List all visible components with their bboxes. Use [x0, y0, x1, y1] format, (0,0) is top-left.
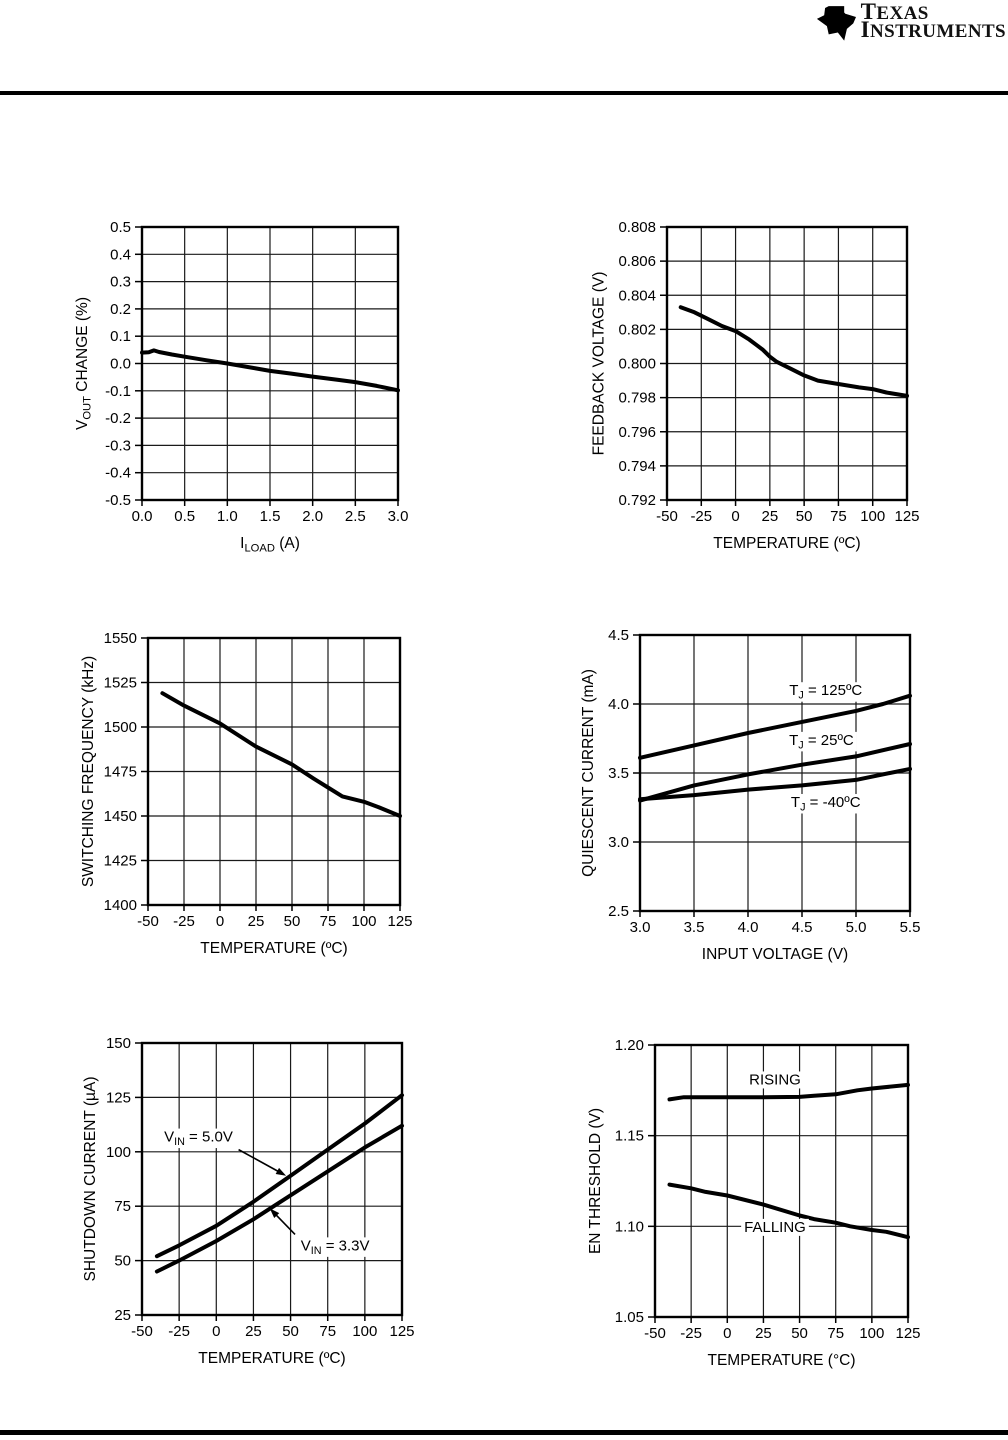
- y-tick-label: 100: [105, 1143, 131, 1161]
- y-tick-label: 1.20: [614, 1037, 644, 1054]
- plot-border: [142, 1043, 402, 1315]
- y-tick-label: 1500: [103, 719, 137, 736]
- y-tick-label: 0.5: [110, 219, 131, 236]
- annotation-label: $T_J$ = -40ºC: [790, 793, 861, 814]
- chart-switching-frequency-vs-temperature: [70, 622, 426, 975]
- x-tick-label: 125: [894, 508, 920, 525]
- x-tick-label: 0.5: [174, 508, 196, 525]
- y-tick-label: 25: [114, 1307, 131, 1324]
- y-tick-label: 1.10: [614, 1218, 644, 1236]
- x-tick-label: 100: [351, 913, 377, 930]
- x-tick-label: 25: [245, 1323, 262, 1340]
- x-tick-label: 0: [731, 508, 740, 525]
- y-tick-label: 0.798: [618, 389, 656, 407]
- x-tick-label: 1.5: [259, 508, 281, 525]
- x-tick-label: 75: [319, 913, 337, 930]
- y-tick-label: 50: [114, 1252, 131, 1270]
- y-tick-label: -0.2: [105, 410, 131, 428]
- annotation-label: RISING: [749, 1071, 801, 1089]
- chart-vout-change-vs-iload: [64, 211, 424, 570]
- x-tick-label: 2.5: [344, 508, 366, 525]
- chart-quiescent-current-vs-input-voltage: [562, 619, 936, 981]
- x-tick-label: 0: [723, 1325, 732, 1342]
- series-line-tj-25c: [640, 744, 910, 801]
- x-axis-title: INPUT VOLTAGE (V): [701, 946, 849, 963]
- y-axis-title: SHUTDOWN CURRENT (µA): [82, 1076, 100, 1282]
- annotation-arrow-line: [239, 1150, 280, 1173]
- ti-logo-mark-icon: [816, 4, 856, 41]
- x-tick-label: 100: [860, 508, 886, 525]
- y-tick-label: 1425: [103, 852, 137, 870]
- ti-logo: [816, 0, 1006, 42]
- y-tick-label: 0.2: [110, 300, 131, 318]
- brand-line-texas: TEXAS: [860, 0, 929, 24]
- x-tick-label: 50: [795, 508, 813, 525]
- y-tick-label: 0.794: [618, 457, 656, 475]
- x-tick-label: 50: [283, 913, 301, 930]
- annotation-label: $V_{IN} = 3.3V$: [300, 1237, 370, 1257]
- x-tick-label: 4.5: [791, 919, 813, 936]
- y-tick-label: 1.15: [614, 1127, 644, 1145]
- x-tick-label: -25: [680, 1325, 702, 1342]
- y-tick-label: 3.5: [608, 765, 629, 782]
- y-tick-label: 0.792: [618, 492, 656, 509]
- x-tick-label: -50: [137, 913, 159, 930]
- y-tick-label: 4.5: [608, 627, 629, 644]
- x-axis-title: TEMPERATURE (ºC): [198, 1350, 346, 1367]
- series-line-tj-125c: [640, 696, 910, 758]
- y-axis-title: FEEDBACK VOLTAGE (V): [590, 271, 608, 456]
- y-tick-label: 0.804: [618, 287, 656, 305]
- top-rule: [0, 91, 1008, 95]
- x-tick-label: 0: [215, 913, 225, 930]
- y-tick-label: 0.800: [618, 355, 656, 373]
- x-axis-title: $I_{LOAD}$ (A): [240, 535, 300, 555]
- x-tick-label: 125: [387, 913, 413, 930]
- y-tick-label: 1400: [103, 897, 137, 914]
- y-tick-label: 1475: [103, 763, 137, 781]
- y-tick-label: 150: [105, 1035, 131, 1052]
- y-tick-label: 0.3: [110, 273, 131, 291]
- x-tick-label: 25: [755, 1325, 772, 1342]
- x-tick-label: 75: [830, 508, 847, 525]
- y-tick-label: 1550: [103, 630, 137, 647]
- y-tick-label: -0.4: [105, 464, 131, 482]
- x-tick-label: 3.0: [387, 508, 409, 525]
- x-tick-label: 0: [212, 1323, 221, 1340]
- bottom-rule: [0, 1430, 1008, 1435]
- y-tick-label: 1.05: [614, 1309, 644, 1326]
- y-tick-label: -0.3: [105, 437, 131, 455]
- x-axis-title: TEMPERATURE (ºC): [200, 940, 348, 957]
- y-tick-label: 0.796: [618, 423, 656, 441]
- y-tick-label: 0.1: [110, 328, 131, 346]
- x-tick-label: 0.0: [131, 508, 153, 525]
- annotation-arrowhead: [276, 1168, 286, 1176]
- y-tick-label: -0.1: [105, 382, 131, 400]
- x-tick-label: 4.0: [737, 919, 759, 936]
- y-tick-label: 2.5: [608, 903, 629, 920]
- y-tick-label: -0.5: [105, 492, 131, 509]
- x-tick-label: -25: [690, 508, 713, 525]
- x-tick-label: 100: [352, 1323, 378, 1340]
- x-tick-label: 5.5: [899, 919, 921, 936]
- y-axis-title: $V_{OUT}$ CHANGE (%): [73, 296, 94, 431]
- y-axis-title: QUIESCENT CURRENT (mA): [580, 669, 598, 877]
- annotation-arrow-line: [275, 1213, 295, 1234]
- x-tick-label: 125: [389, 1323, 415, 1340]
- ti-logo-text: [860, 0, 1006, 42]
- y-tick-label: 0.4: [110, 246, 131, 264]
- x-axis-title: TEMPERATURE (ºC): [713, 535, 861, 552]
- annotation-label: $T_J$ = 25ºC: [789, 731, 854, 752]
- y-tick-label: 125: [105, 1089, 131, 1107]
- annotation-label: $T_J$ = 125ºC: [789, 682, 863, 702]
- y-tick-label: 0.802: [618, 321, 656, 339]
- y-axis-title: SWITCHING FREQUENCY (kHz): [79, 655, 97, 888]
- brand-line-instruments: INSTRUMENTS: [860, 17, 1006, 42]
- x-tick-label: 25: [247, 913, 265, 930]
- x-tick-label: 50: [791, 1325, 808, 1342]
- x-tick-label: 75: [827, 1325, 845, 1342]
- x-tick-label: -50: [656, 508, 678, 525]
- x-axis-title: TEMPERATURE (°C): [707, 1352, 856, 1369]
- x-tick-label: 125: [895, 1325, 921, 1342]
- x-tick-label: 3.0: [629, 919, 651, 936]
- x-tick-label: -50: [644, 1325, 666, 1342]
- y-tick-label: 75: [114, 1198, 131, 1216]
- y-tick-label: 3.0: [608, 834, 629, 851]
- y-tick-label: 1525: [103, 674, 137, 692]
- x-tick-label: 50: [282, 1323, 299, 1340]
- y-tick-label: 0.0: [110, 355, 131, 373]
- chart-shutdown-current-vs-temperature: [64, 1027, 428, 1385]
- annotation-label: FALLING: [744, 1218, 806, 1236]
- x-tick-label: 2.0: [302, 508, 324, 525]
- svg-text:ti: ti: [827, 9, 846, 35]
- x-tick-label: 3.5: [683, 919, 705, 936]
- y-tick-label: 4.0: [608, 696, 629, 713]
- x-tick-label: 75: [319, 1323, 337, 1340]
- x-tick-label: 25: [761, 508, 779, 525]
- x-tick-label: 1.0: [216, 508, 238, 525]
- y-tick-label: 1450: [103, 808, 137, 825]
- chart-feedback-voltage-vs-temperature: [589, 211, 933, 570]
- chart-en-threshold-vs-temperature: [577, 1029, 934, 1387]
- annotation-label: $V_{IN} = 5.0V$: [164, 1128, 233, 1149]
- x-tick-label: -25: [168, 1323, 190, 1340]
- x-tick-label: 5.0: [845, 919, 867, 936]
- x-tick-label: -50: [131, 1323, 153, 1340]
- y-tick-label: 0.806: [618, 253, 656, 271]
- x-tick-label: -25: [173, 913, 195, 930]
- x-tick-label: 100: [859, 1325, 885, 1342]
- y-tick-label: 0.808: [618, 219, 656, 236]
- y-axis-title: EN THRESHOLD (V): [586, 1107, 604, 1255]
